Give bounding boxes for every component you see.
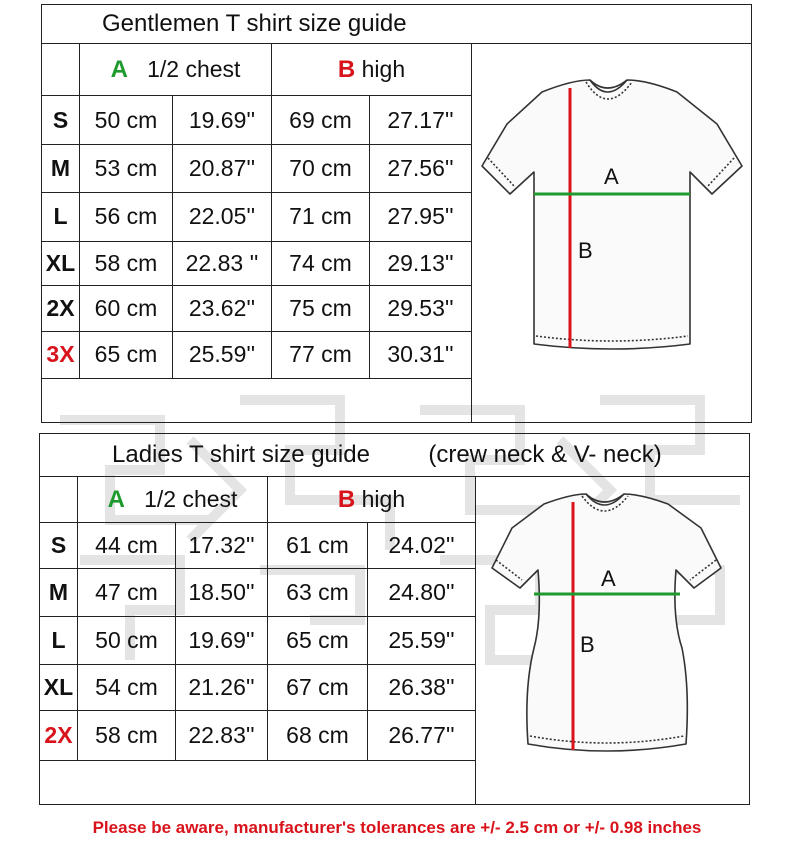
high-in: 27.56'' xyxy=(370,144,472,192)
ladies-subtitle: (crew neck & V- neck) xyxy=(428,441,662,468)
high-in: 26.77'' xyxy=(368,711,476,761)
high-cm: 75 cm xyxy=(272,285,370,331)
chest-in: 22.83'' xyxy=(176,711,268,761)
high-cm: 67 cm xyxy=(268,665,368,711)
high-cm: 71 cm xyxy=(272,193,370,241)
high-cm: 69 cm xyxy=(272,96,370,144)
size-label: XL xyxy=(40,665,78,711)
size-label: S xyxy=(42,96,80,144)
chest-in: 20.87'' xyxy=(173,144,272,192)
high-in: 30.31'' xyxy=(370,332,472,378)
high-cm: 70 cm xyxy=(272,144,370,192)
empty-row xyxy=(42,378,472,422)
chest-in: 22.05'' xyxy=(173,193,272,241)
tolerance-note: Please be aware, manufacturer's tolerances are +/- 2.5 cm or +/- 0.98 inches xyxy=(92,818,702,837)
chest-cm: 58 cm xyxy=(78,711,176,761)
diagram-label-b: B xyxy=(580,631,595,657)
gentlemen-title: Gentlemen T shirt size guide xyxy=(102,10,407,37)
ladies-diagram-cell xyxy=(476,477,750,805)
corner-cell xyxy=(42,44,80,96)
size-label: M xyxy=(40,569,78,617)
col-b-letter: B xyxy=(337,485,356,513)
chest-cm: 47 cm xyxy=(78,569,176,617)
high-cm: 61 cm xyxy=(268,523,368,569)
corner-cell xyxy=(40,477,78,523)
chest-in: 18.50'' xyxy=(176,569,268,617)
chest-cm: 44 cm xyxy=(78,523,176,569)
gentlemen-diagram-cell xyxy=(472,44,752,423)
size-label: 3X xyxy=(42,332,80,378)
chest-cm: 54 cm xyxy=(78,665,176,711)
col-a-label: 1/2 chest xyxy=(147,55,241,82)
high-cm: 74 cm xyxy=(272,241,370,285)
chest-cm: 56 cm xyxy=(80,193,173,241)
size-label: M xyxy=(42,144,80,192)
chest-cm: 50 cm xyxy=(80,96,173,144)
high-cm: 63 cm xyxy=(268,569,368,617)
size-label: 2X xyxy=(40,711,78,761)
chest-in: 17.32'' xyxy=(176,523,268,569)
size-label: L xyxy=(40,617,78,665)
diagram-label-a: A xyxy=(601,565,616,591)
gentlemen-col-b-header xyxy=(272,44,472,96)
chest-cm: 60 cm xyxy=(80,285,173,331)
ladies-col-a-header xyxy=(78,477,268,523)
high-in: 24.80'' xyxy=(368,569,476,617)
diagram-label-b: B xyxy=(578,238,593,263)
gentlemen-size-table xyxy=(41,4,752,423)
size-label: 2X xyxy=(42,285,80,331)
high-in: 27.17'' xyxy=(370,96,472,144)
size-label: L xyxy=(42,193,80,241)
ladies-col-b-header xyxy=(268,477,476,523)
col-a-letter: A xyxy=(107,485,125,513)
gentlemen-title-cell xyxy=(42,5,752,44)
chest-cm: 53 cm xyxy=(80,144,173,192)
ladies-title: Ladies T shirt size guide xyxy=(112,441,370,468)
high-in: 29.53'' xyxy=(370,285,472,331)
mens-tshirt-diagram xyxy=(472,44,748,416)
col-b-letter: B xyxy=(337,55,356,83)
col-b-label: high xyxy=(361,485,406,512)
chest-in: 21.26'' xyxy=(176,665,268,711)
high-in: 27.95'' xyxy=(370,193,472,241)
size-label: XL xyxy=(42,241,80,285)
high-in: 24.02'' xyxy=(368,523,476,569)
high-cm: 68 cm xyxy=(268,711,368,761)
high-in: 25.59'' xyxy=(368,617,476,665)
chest-in: 23.62'' xyxy=(173,285,272,331)
chest-in: 19.69'' xyxy=(176,617,268,665)
ladies-tshirt-diagram xyxy=(476,478,746,798)
chest-in: 19.69'' xyxy=(173,96,272,144)
ladies-size-table xyxy=(39,433,750,805)
high-in: 29.13'' xyxy=(370,241,472,285)
high-in: 26.38'' xyxy=(368,665,476,711)
chest-cm: 65 cm xyxy=(80,332,173,378)
ladies-title-cell xyxy=(40,434,750,477)
high-cm: 65 cm xyxy=(268,617,368,665)
gentlemen-col-a-header xyxy=(80,44,272,96)
col-a-letter: A xyxy=(110,55,128,83)
empty-row xyxy=(40,761,476,805)
col-b-label: high xyxy=(361,55,406,82)
chest-cm: 58 cm xyxy=(80,241,173,285)
diagram-label-a: A xyxy=(604,164,619,189)
chest-in: 22.83 '' xyxy=(173,241,272,285)
high-cm: 77 cm xyxy=(272,332,370,378)
chest-in: 25.59'' xyxy=(173,332,272,378)
chest-cm: 50 cm xyxy=(78,617,176,665)
size-label: S xyxy=(40,523,78,569)
col-a-label: 1/2 chest xyxy=(144,485,238,512)
